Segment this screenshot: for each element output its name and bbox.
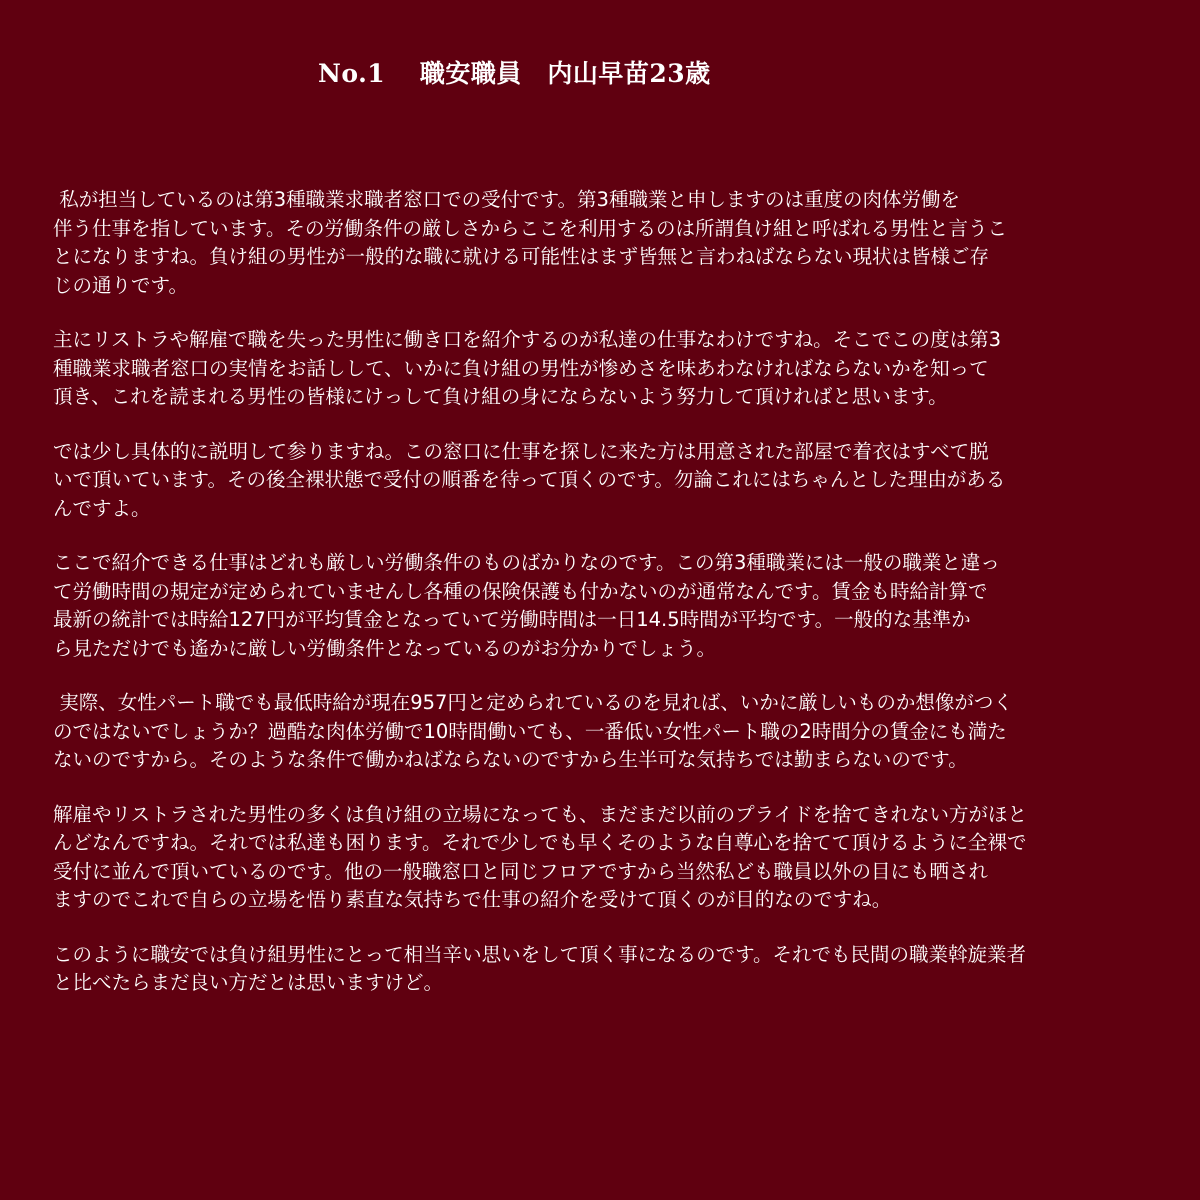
paragraph-5 (53, 689, 1173, 775)
paragraph-6 (53, 801, 1173, 915)
text-line: んどなんですね。それでは私達も困ります。それで少しでも早くそのような自尊心を捨てて頂けるように全裸で (53, 831, 1027, 854)
paragraph-7 (53, 941, 1173, 998)
text-line: いで頂いています。その後全裸状態で受付の順番を待って頂くのです。勿論これにはちゃんとした理由がある (53, 468, 1006, 491)
text-line: 主にリストラや解雇で職を失った男性に働き口を紹介するのが私達の仕事なわけですね。そこでこの度は第3 (53, 328, 1002, 351)
paragraph-4 (53, 549, 1173, 663)
text-line: 受付に並んで頂いているのです。他の一般職窓口と同じフロアですから当然私ども職員以外の目にも晒され (53, 859, 989, 883)
text-line: このように職安では負け組男性にとって相当辛い思いをして頂く事になるのです。それでも民間の職業斡旋業者 (53, 942, 1027, 966)
text-line: 実際、女性パート職でも最低時給が現在957円と定められているのを見れば、いかに厳しいものか想像がつく (53, 691, 1013, 714)
text-line: ら見ただけでも遙かに厳しい労働条件となっているのがお分かりでしょう。 (53, 636, 717, 660)
text-line: ないのですから。そのような条件で働かねばならないのですから生半可な気持ちでは勤まらないのです。 (53, 748, 968, 771)
text-line: ここで紹介できる仕事はどれも厳しい労働条件のものばかりなのです。この第3種職業には一般の職業と違っ (53, 551, 1000, 574)
paragraph-1 (53, 186, 1173, 300)
paragraph-3 (53, 438, 1173, 524)
text-line: 伴う仕事を指しています。その労働条件の厳しさからここを利用するのは所謂負け組と呼ばれる男性と言うこ (53, 216, 1007, 240)
text-line: 種職業求職者窓口の実情をお話しして、いかに負け組の男性が惨めさを味あわなければならないかを知って (53, 356, 989, 380)
text-line: じの通りです。 (53, 273, 188, 297)
text-line: ますのでこれで自らの立場を悟り素直な気持ちで仕事の紹介を受けて頂くのが目的なのですね。 (53, 888, 892, 911)
text-line: んですよ。 (53, 496, 151, 520)
article-body (53, 186, 1173, 1024)
text-line: と比べたらまだ良い方だとは思いますけど。 (53, 971, 444, 994)
paragraph-2 (53, 326, 1173, 412)
text-line: 解雇やリストラされた男性の多くは負け組の立場になっても、まだまだ以前のプライドを捨てきれない方がほと (53, 802, 1028, 826)
text-line: 最新の統計では時給127円が平均賃金となっていて労働時間は一日14.5時間が平均です。一般的な基準か (53, 608, 971, 631)
page-title: No.1 職安職員 内山早苗23歳 (318, 59, 711, 88)
text-line: 頂き、これを読まれる男性の皆様にけっして負け組の身にならないよう努力して頂ければと思います。 (53, 385, 948, 408)
text-line: て労働時間の規定が定められていませんし各種の保険保護も付かないのが通常なんです。賃金も時給計算で (53, 579, 988, 603)
text-line: のではないでしょうか？過酷な肉体労働で10時間働いても、一番低い女性パート職の2時間分の賃金にも満た (53, 719, 1007, 743)
text-line: とになりますね。負け組の男性が一般的な職に就ける可能性はまず皆無と言わねばならない現状は皆様ご存 (53, 245, 990, 268)
text-line: では少し具体的に説明して参りますね。この窓口に仕事を探しに来た方は用意された部屋で着衣はすべて脱 (53, 439, 989, 463)
text-line: 私が担当しているのは第3種職業求職者窓口での受付です。第3種職業と申しますのは重度の肉体労働を (53, 188, 960, 211)
